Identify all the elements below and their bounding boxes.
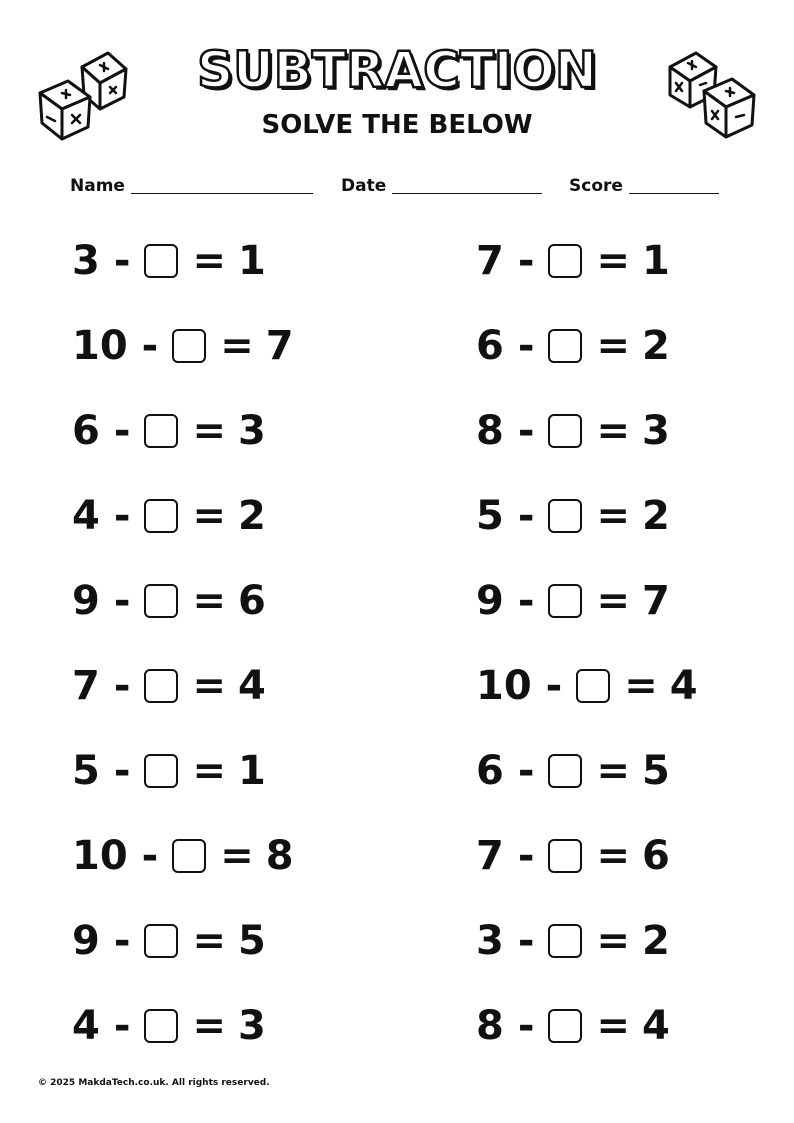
score-line[interactable] (629, 173, 719, 194)
page-subtitle: SOLVE THE BELOW (261, 110, 533, 140)
subtraction-problem (476, 918, 670, 964)
equals-sign: = (596, 408, 630, 454)
score-label: Score (569, 176, 623, 196)
minuend: 7 (476, 833, 504, 879)
result: 2 (641, 918, 670, 964)
subtraction-problem (72, 323, 294, 369)
answer-box[interactable] (144, 1009, 178, 1043)
equals-sign: = (192, 578, 226, 624)
minus-sign: - (545, 663, 563, 709)
answer-box[interactable] (548, 924, 582, 958)
equals-sign: = (624, 663, 658, 709)
equals-sign: = (192, 1003, 226, 1049)
result: 4 (237, 663, 266, 709)
subtraction-problem (72, 493, 266, 539)
equals-sign: = (596, 1003, 630, 1049)
subtraction-problem (72, 663, 266, 709)
equals-sign: = (220, 323, 254, 369)
answer-box[interactable] (548, 414, 582, 448)
answer-box[interactable] (144, 584, 178, 618)
answer-box[interactable] (548, 584, 582, 618)
minus-sign: - (141, 323, 159, 369)
equals-sign: = (596, 918, 630, 964)
result: 7 (265, 323, 294, 369)
equals-sign: = (596, 748, 630, 794)
minuend: 5 (72, 748, 100, 794)
result: 7 (641, 578, 670, 624)
result: 4 (669, 663, 698, 709)
equals-sign: = (596, 238, 630, 284)
equals-sign: = (596, 323, 630, 369)
result: 1 (641, 238, 670, 284)
answer-box[interactable] (172, 839, 206, 873)
footer-copyright: © 2025 MakdaTech.co.uk. All rights reserved. (38, 1078, 270, 1088)
minuend: 3 (72, 238, 100, 284)
answer-box[interactable] (144, 244, 178, 278)
minus-sign: - (113, 408, 131, 454)
result: 2 (641, 323, 670, 369)
result: 3 (237, 408, 266, 454)
equals-sign: = (192, 238, 226, 284)
equals-sign: = (596, 833, 630, 879)
subtraction-problem (72, 748, 266, 794)
subtraction-problem (476, 578, 670, 624)
minuend: 6 (476, 323, 504, 369)
subtraction-problem (476, 408, 670, 454)
minuend: 10 (476, 663, 532, 709)
subtraction-problem (476, 1003, 670, 1049)
result: 6 (237, 578, 266, 624)
minuend: 3 (476, 918, 504, 964)
subtraction-problem (72, 1003, 266, 1049)
subtraction-problem (72, 408, 266, 454)
minus-sign: - (517, 408, 535, 454)
minuend: 9 (72, 578, 100, 624)
result: 4 (641, 1003, 670, 1049)
minus-sign: - (517, 918, 535, 964)
name-field[interactable] (70, 172, 313, 200)
minuend: 7 (476, 238, 504, 284)
answer-box[interactable] (548, 499, 582, 533)
subtraction-problem (476, 493, 670, 539)
minus-sign: - (113, 663, 131, 709)
result: 3 (641, 408, 670, 454)
equals-sign: = (192, 748, 226, 794)
minus-sign: - (113, 578, 131, 624)
minus-sign: - (517, 238, 535, 284)
minus-sign: - (113, 1003, 131, 1049)
result: 5 (641, 748, 670, 794)
minus-sign: - (113, 493, 131, 539)
minus-sign: - (113, 238, 131, 284)
minuend: 7 (72, 663, 100, 709)
minuend: 9 (476, 578, 504, 624)
minus-sign: - (517, 493, 535, 539)
equals-sign: = (192, 918, 226, 964)
name-label: Name (70, 176, 125, 196)
subtraction-problem (72, 578, 266, 624)
subtraction-problem (476, 238, 670, 284)
result: 3 (237, 1003, 266, 1049)
result: 2 (641, 493, 670, 539)
answer-box[interactable] (144, 499, 178, 533)
equals-sign: = (596, 493, 630, 539)
minuend: 10 (72, 323, 128, 369)
date-label: Date (341, 176, 387, 196)
equals-sign: = (220, 833, 254, 879)
answer-box[interactable] (144, 924, 178, 958)
subtraction-problem (72, 238, 266, 284)
minuend: 4 (72, 1003, 100, 1049)
subtraction-problem (476, 748, 670, 794)
result: 1 (237, 748, 266, 794)
answer-box[interactable] (172, 329, 206, 363)
student-info-row (70, 172, 730, 200)
minus-sign: - (517, 578, 535, 624)
minuend: 6 (476, 748, 504, 794)
minus-sign: - (113, 918, 131, 964)
minuend: 10 (72, 833, 128, 879)
result: 1 (237, 238, 266, 284)
minuend: 8 (476, 408, 504, 454)
minus-sign: - (517, 1003, 535, 1049)
minus-sign: - (517, 833, 535, 879)
date-field[interactable] (341, 172, 542, 200)
minus-sign: - (141, 833, 159, 879)
date-line[interactable] (392, 173, 542, 194)
answer-box[interactable] (576, 669, 610, 703)
subtraction-problem (476, 323, 670, 369)
minus-sign: - (113, 748, 131, 794)
result: 8 (265, 833, 294, 879)
minus-sign: - (517, 748, 535, 794)
minus-sign: - (517, 323, 535, 369)
equals-sign: = (192, 408, 226, 454)
equals-sign: = (192, 663, 226, 709)
minuend: 8 (476, 1003, 504, 1049)
subtraction-problem (72, 833, 294, 879)
answer-box[interactable] (144, 669, 178, 703)
page-title: SUBTRACTION (197, 41, 597, 99)
subtraction-problem (476, 663, 698, 709)
answer-box[interactable] (548, 839, 582, 873)
answer-box[interactable] (548, 244, 582, 278)
answer-box[interactable] (548, 1009, 582, 1043)
result: 5 (237, 918, 266, 964)
minuend: 9 (72, 918, 100, 964)
score-field[interactable] (569, 172, 719, 200)
answer-box[interactable] (144, 754, 178, 788)
equals-sign: = (596, 578, 630, 624)
result: 2 (237, 493, 266, 539)
minuend: 5 (476, 493, 504, 539)
answer-box[interactable] (548, 329, 582, 363)
name-line[interactable] (131, 173, 313, 194)
result: 6 (641, 833, 670, 879)
minuend: 6 (72, 408, 100, 454)
equals-sign: = (192, 493, 226, 539)
subtraction-problem (72, 918, 266, 964)
answer-box[interactable] (144, 414, 178, 448)
dice-icon (660, 45, 765, 145)
minuend: 4 (72, 493, 100, 539)
answer-box[interactable] (548, 754, 582, 788)
subtraction-problem (476, 833, 670, 879)
